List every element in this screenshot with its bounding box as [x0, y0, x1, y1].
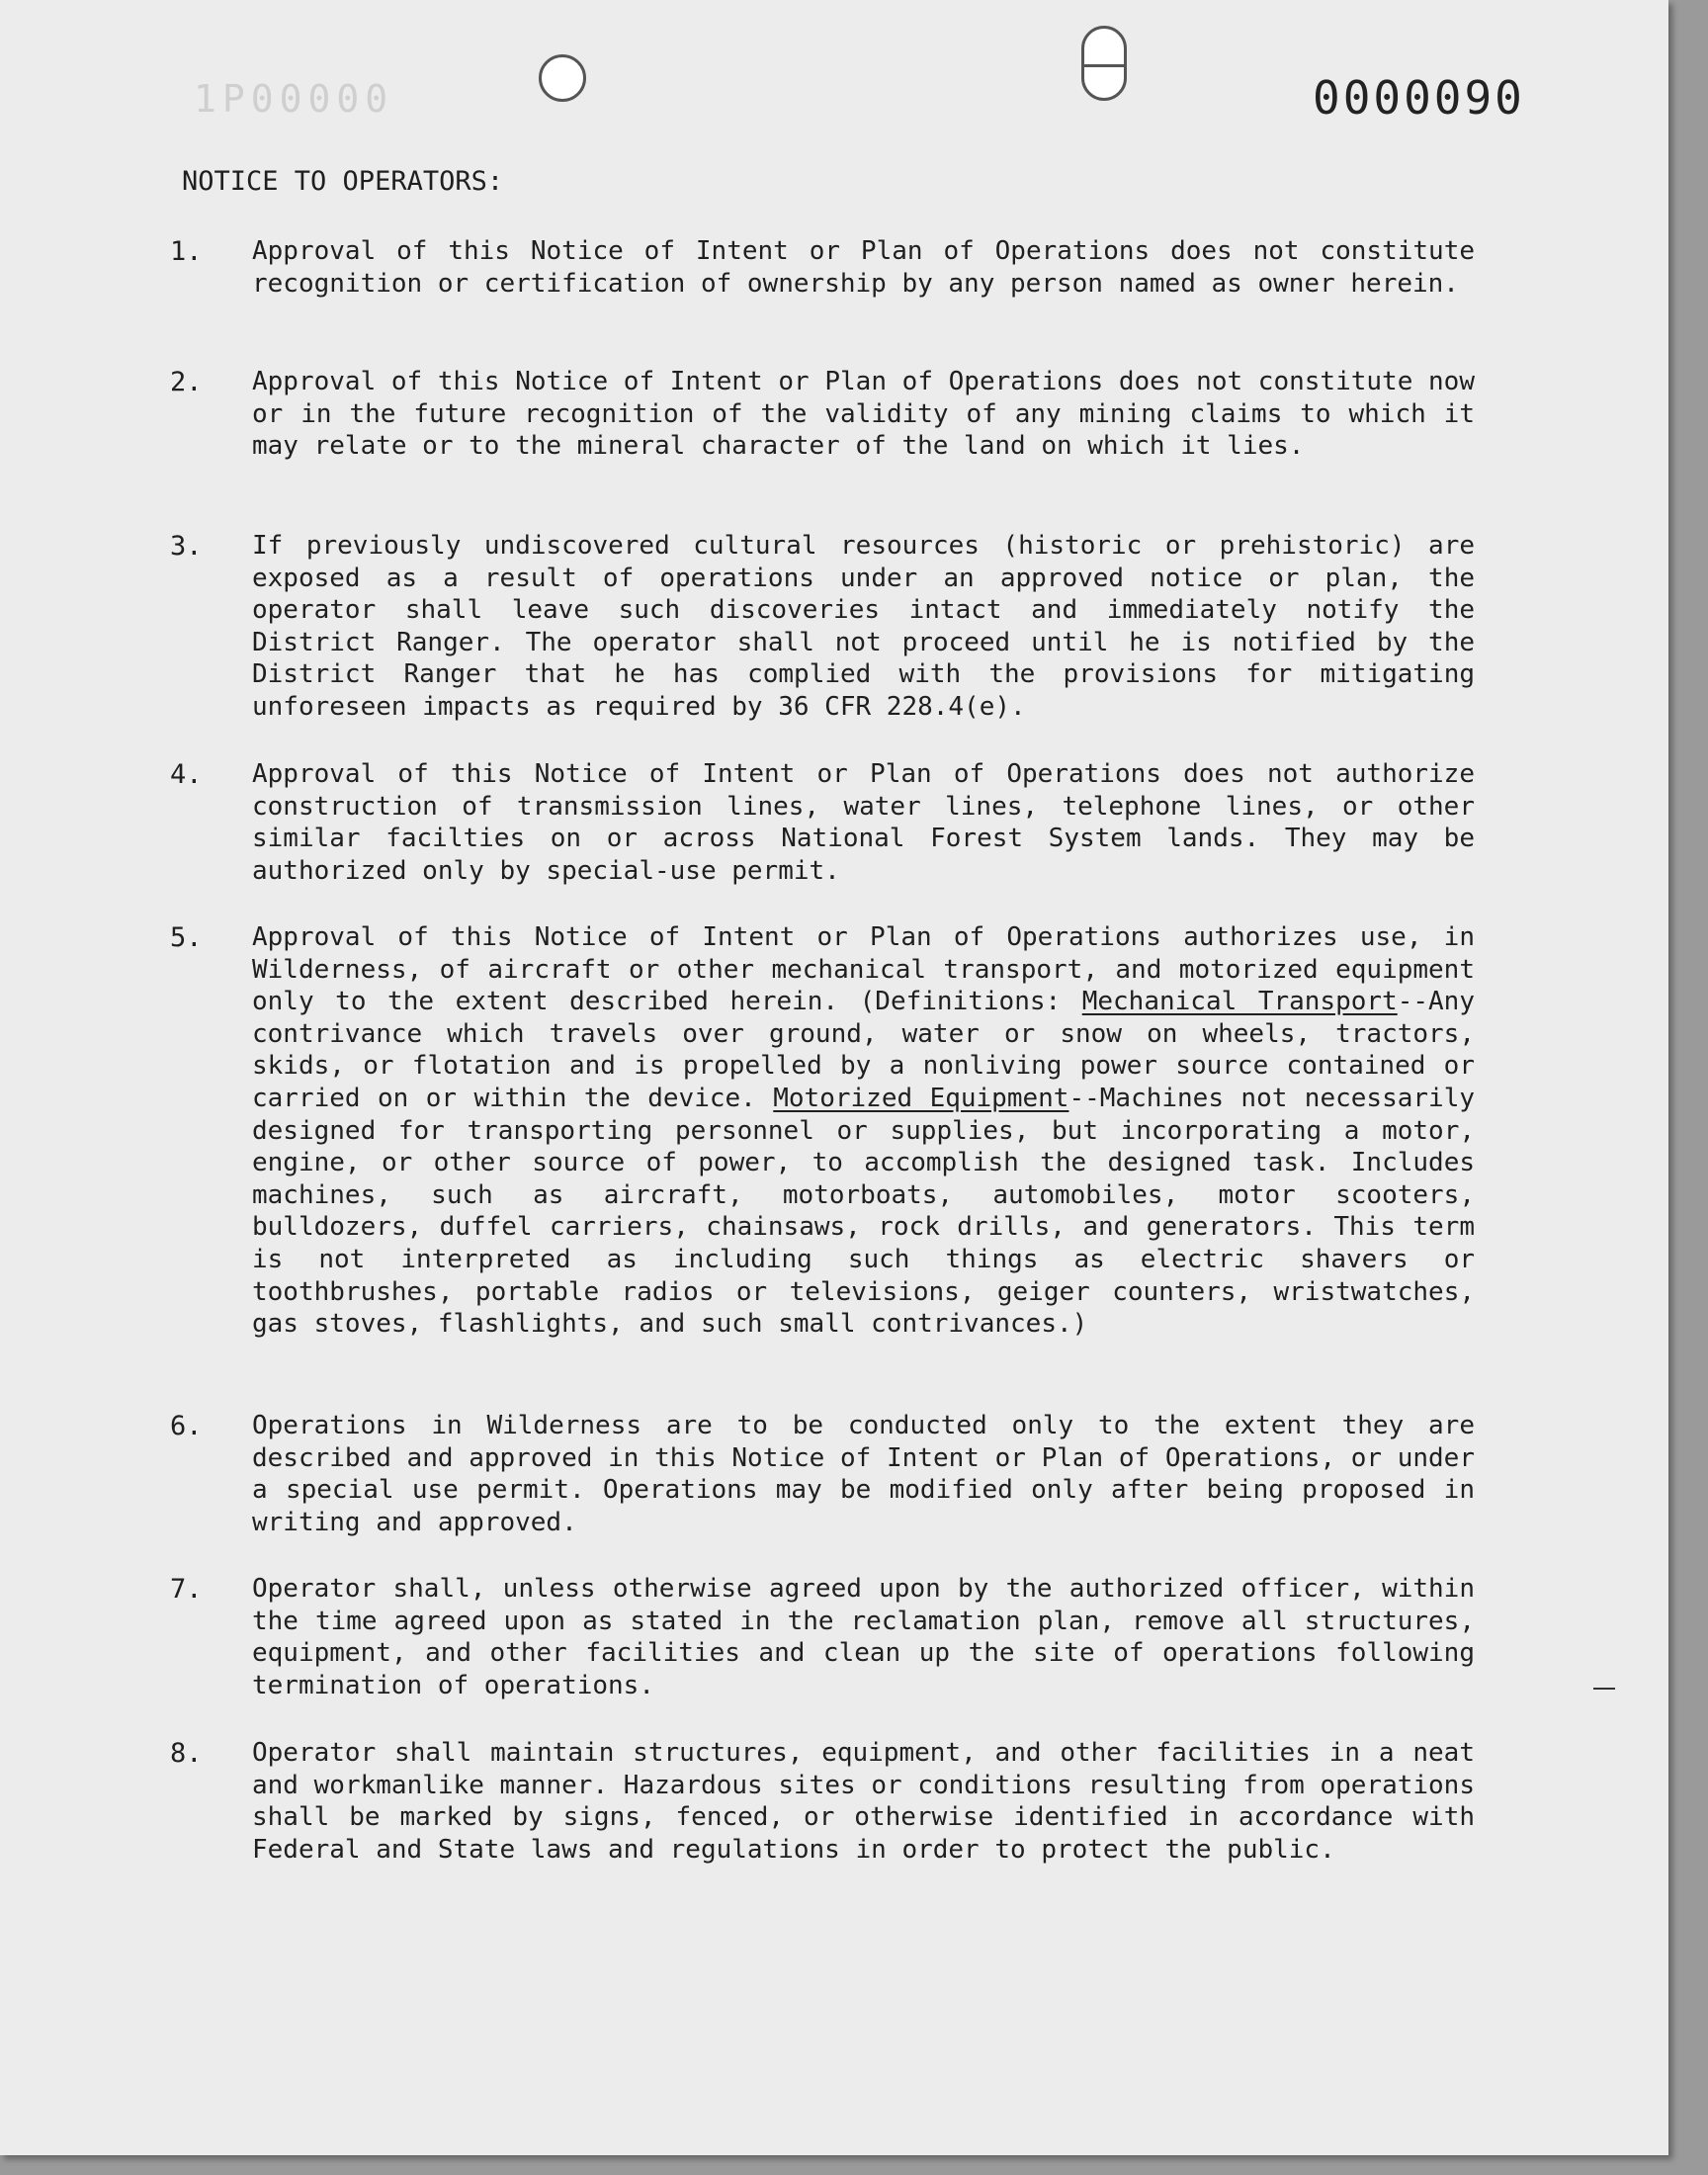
item-text-part: Approval of this Notice of Intent or Plan of Operations authorizes use, in Wilderness, of aircraft or other mechanical transport, and motorized equipment only to the extent described herein. (Definitions:	[252, 922, 1475, 1017]
item-text: Approval of this Notice of Intent or Plan of Operations does not constitute recognition or certification of ownership by any person named as owner herein.	[252, 236, 1475, 299]
item-text: Approval of this Notice of Intent or Plan of Operations does not authorize construction of transmission lines, water lines, telephone lines, or other similar facilties on or across National Forest System lands. They may be authorized only by special-use permit.	[252, 759, 1475, 886]
document-number: 0000090	[1313, 71, 1525, 125]
definition-term: Motorized Equipment	[773, 1083, 1069, 1113]
item-number: 3.	[170, 531, 203, 562]
item-number: 6.	[170, 1411, 203, 1441]
item-number: 7.	[170, 1574, 203, 1605]
item-number: 1.	[170, 236, 203, 267]
item-text: Approval of this Notice of Intent or Plan of Operations does not constitute now or in the future recognition of the validity of any mining claims to which it may relate or to the mineral character of the land on which it lies.	[252, 367, 1475, 462]
item-number: 4.	[170, 759, 203, 790]
item-text	[252, 921, 1475, 1341]
faint-stamp: 1P00000	[194, 77, 394, 121]
item-text: Operations in Wilderness are to be conducted only to the extent they are described and approved in this Notice of Intent or Plan of Operations, or under a special use permit. Operations may be modified only after being proposed in writing and approved.	[252, 1411, 1475, 1537]
item-text: If previously undiscovered cultural resources (historic or prehistoric) are exposed as a result of operations under an approved notice or plan, the operator shall leave such discoveries intact and immediately notify the District Ranger. The operator shall not proceed until he is notified by the District Ranger that he has complied with the provisions for mitigating unforeseen impacts as required by 36 CFR 228.4(e).	[252, 531, 1475, 722]
punch-hole-round	[539, 54, 586, 102]
item-number: 5.	[170, 922, 203, 953]
item-text-part: --Machines not necessarily designed for transporting personnel or supplies, but incorporating a motor, engine, or other source of power, to accomplish the designed task. Includes machines, such as aircraft, motorboats, automobiles, motor scooters, bulldozers, duffel carriers, chainsaws, rock drills, and generators. This term is not interpreted as including such things as electric shavers or toothbrushes, portable radios or televisions, geiger counters, wristwatches, gas stoves, flashlights, and such small contrivances.)	[252, 1083, 1475, 1340]
definition-term: Mechanical Transport	[1081, 987, 1398, 1017]
item-text-part: --Any contrivance which travels over ground, water or snow on wheels, tractors, skids, or flotation and is propelled by a nonliving power source contained or carried on or within the device.	[252, 987, 1475, 1113]
punch-hole-oval	[1081, 26, 1127, 101]
item-text: Operator shall maintain structures, equipment, and other facilities in a neat and workmanlike manner. Hazardous sites or conditions resulting from operations shall be marked by signs, fenced, or otherwise identified in accordance with Federal and State laws and regulations in order to protect the public.	[252, 1738, 1475, 1865]
margin-mark	[1593, 1688, 1615, 1690]
item-text: Operator shall, unless otherwise agreed upon by the authorized officer, within the time agreed upon as stated in the reclamation plan, remove all structures, equipment, and other facilities and clean up the site of operations following termination of operations.	[252, 1574, 1475, 1700]
item-number: 2.	[170, 367, 203, 397]
page-title: NOTICE TO OPERATORS:	[182, 166, 504, 197]
item-number: 8.	[170, 1738, 203, 1769]
